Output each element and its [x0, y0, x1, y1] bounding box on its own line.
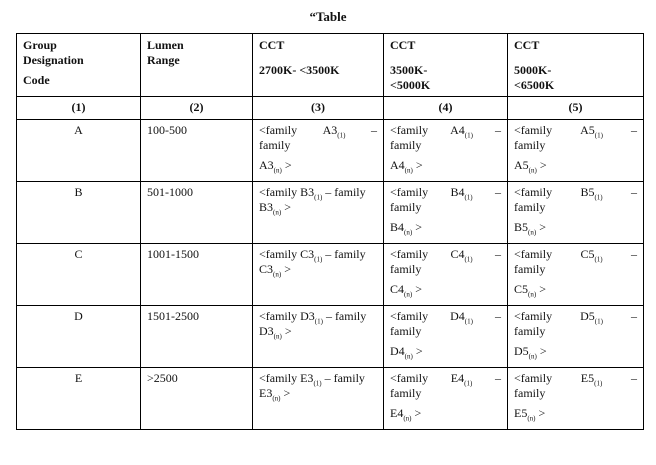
family-id: A4 — [450, 123, 465, 137]
family-dash: – — [495, 247, 501, 261]
family-first-id — [323, 123, 346, 138]
family-start-line — [259, 123, 377, 138]
family-open: <family — [259, 247, 298, 261]
family-dash: – — [322, 185, 332, 199]
lumen-cct-table — [16, 33, 644, 430]
family-word: family — [333, 371, 365, 385]
family-id: B5 — [580, 185, 595, 199]
family-close: > — [281, 262, 291, 276]
family-id: C3 — [300, 247, 315, 261]
family-sub-last: (n) — [404, 166, 413, 175]
family-id: C4 — [450, 247, 465, 261]
family-range-cell — [384, 182, 508, 244]
header-lumen-range: Lumen Range — [141, 34, 253, 97]
family-open: <family — [514, 185, 553, 199]
family-sub-first: (1) — [594, 131, 603, 140]
family-sub-first: (1) — [337, 131, 346, 140]
family-sub-first: (1) — [594, 193, 603, 202]
family-end-line — [390, 220, 501, 235]
family-start-line — [514, 185, 637, 200]
family-dash: – — [630, 371, 637, 385]
family-first-id — [450, 247, 472, 262]
family-id: C3 — [259, 262, 274, 276]
family-sub-last: (n) — [273, 208, 282, 217]
family-word: family — [514, 138, 546, 152]
family-sub-first: (1) — [594, 255, 603, 264]
column-number-row — [17, 97, 644, 120]
family-sub-first: (1) — [464, 317, 473, 326]
family-id: B5 — [514, 220, 529, 234]
header-group-designation-code: Group Designation Code — [17, 34, 141, 97]
family-open: <family — [390, 371, 429, 385]
family-end-line — [390, 406, 501, 421]
family-id: E5 — [514, 406, 528, 420]
family-close: > — [536, 344, 547, 358]
family-start-line — [390, 371, 501, 386]
family-open: <family — [390, 309, 429, 323]
family-start-line — [390, 123, 501, 138]
family-start-line — [259, 247, 377, 262]
family-sub-first: (1) — [314, 193, 323, 202]
family-start-line — [259, 371, 377, 386]
family-close: > — [281, 200, 291, 214]
family-end-line — [259, 262, 377, 277]
lumen-range-cell: 1001-1500 — [141, 244, 253, 306]
group-code-cell: D — [17, 306, 141, 368]
family-word: family — [390, 138, 422, 152]
family-open: <family — [390, 247, 429, 261]
family-open: <family — [514, 309, 553, 323]
family-end-line — [514, 344, 637, 359]
family-sub-last: (n) — [273, 332, 282, 341]
group-code-cell: A — [17, 120, 141, 182]
family-end-line — [514, 282, 637, 297]
group-code-cell: C — [17, 244, 141, 306]
group-code-cell: E — [17, 368, 141, 430]
family-sub-last: (n) — [528, 352, 537, 361]
family-end-line — [390, 344, 501, 359]
family-end-line — [259, 200, 377, 215]
family-id: E3 — [300, 371, 314, 385]
family-sub-last: (n) — [528, 290, 537, 299]
family-first-id — [581, 371, 603, 386]
family-dash: – — [321, 371, 331, 385]
family-dash: – — [371, 123, 377, 137]
family-first-id — [580, 309, 603, 324]
family-close: > — [412, 220, 422, 234]
col-number-3: (3) — [253, 97, 384, 120]
family-close: > — [412, 282, 422, 296]
family-start-line — [390, 247, 501, 262]
family-range-cell — [253, 306, 384, 368]
family-id: B4 — [390, 220, 405, 234]
family-start-line — [514, 309, 637, 324]
col-number-5: (5) — [508, 97, 644, 120]
family-word: family — [334, 247, 366, 261]
col-number-2: (2) — [141, 97, 253, 120]
family-range-cell — [508, 182, 644, 244]
family-sub-first: (1) — [594, 317, 603, 326]
family-id: D5 — [514, 344, 529, 358]
lumen-range-cell: 100-500 — [141, 120, 253, 182]
family-first-id — [580, 185, 602, 200]
family-id: E4 — [450, 371, 465, 385]
family-end-line — [514, 220, 637, 235]
family-id: A5 — [514, 158, 529, 172]
family-word: family — [514, 324, 546, 338]
family-sub-first: (1) — [464, 193, 473, 202]
family-range-cell — [253, 368, 384, 430]
family-id: D3 — [259, 324, 274, 338]
family-id: E3 — [259, 386, 273, 400]
family-open: <family — [259, 371, 298, 385]
family-close: > — [412, 344, 423, 358]
family-dash: – — [495, 309, 501, 323]
family-end-line — [259, 158, 377, 173]
family-sub-last: (n) — [527, 414, 536, 423]
family-word: family — [514, 386, 546, 400]
table-row — [17, 120, 644, 182]
header-cct-3500: CCT 3500K- <5000K — [384, 34, 508, 97]
family-word: family — [390, 386, 422, 400]
family-first-id — [580, 247, 602, 262]
family-range-cell — [384, 120, 508, 182]
family-dash: – — [322, 309, 332, 323]
family-id: A5 — [580, 123, 595, 137]
family-range-cell — [384, 368, 508, 430]
table-row — [17, 306, 644, 368]
family-range-cell — [508, 368, 644, 430]
family-id: A4 — [390, 158, 405, 172]
family-id: C5 — [514, 282, 529, 296]
family-sub-last: (n) — [403, 414, 412, 423]
family-close: > — [281, 158, 292, 172]
family-close: > — [536, 220, 546, 234]
family-sub-last: (n) — [273, 166, 282, 175]
family-first-id — [580, 123, 603, 138]
family-word: family — [259, 138, 291, 152]
family-word: family — [390, 200, 422, 214]
family-dash: – — [631, 309, 637, 323]
family-sub-first: (1) — [464, 131, 473, 140]
family-start-line — [259, 309, 377, 324]
family-word: family — [390, 262, 422, 276]
family-dash: – — [631, 185, 637, 199]
col-number-1: (1) — [17, 97, 141, 120]
family-close: > — [536, 158, 547, 172]
family-id: C5 — [580, 247, 595, 261]
family-range-cell — [253, 182, 384, 244]
family-end-line — [514, 158, 637, 173]
family-end-line — [390, 282, 501, 297]
family-sub-last: (n) — [273, 270, 282, 279]
table-row — [17, 244, 644, 306]
family-word: family — [390, 324, 422, 338]
family-first-id — [450, 309, 473, 324]
family-sub-first: (1) — [464, 255, 473, 264]
family-start-line — [390, 309, 501, 324]
family-word: family — [334, 309, 367, 323]
table-title: “Table — [309, 9, 347, 24]
header-row — [17, 34, 644, 97]
family-first-id — [450, 185, 472, 200]
family-id: D4 — [450, 309, 465, 323]
family-close: > — [535, 406, 546, 420]
family-range-cell — [508, 244, 644, 306]
family-close: > — [411, 406, 422, 420]
family-close: > — [280, 386, 291, 400]
family-word: family — [334, 185, 366, 199]
family-sub-last: (n) — [528, 166, 537, 175]
lumen-range-cell: 1501-2500 — [141, 306, 253, 368]
family-open: <family — [259, 185, 298, 199]
family-end-line — [259, 324, 377, 339]
family-open: <family — [514, 371, 553, 385]
family-range-cell — [384, 244, 508, 306]
family-end-line — [514, 406, 637, 421]
family-id: E5 — [580, 371, 595, 385]
family-id: D4 — [390, 344, 405, 358]
family-id: B3 — [259, 200, 274, 214]
family-open: <family — [514, 247, 553, 261]
family-range-cell — [508, 306, 644, 368]
family-range-cell — [384, 306, 508, 368]
family-range-cell — [253, 120, 384, 182]
family-id: E4 — [390, 406, 404, 420]
family-dash: – — [495, 123, 501, 137]
family-start-line — [514, 371, 637, 386]
family-dash: – — [494, 371, 501, 385]
family-id: B4 — [450, 185, 465, 199]
family-open: <family — [259, 309, 298, 323]
family-open: <family — [514, 123, 553, 137]
family-sub-first: (1) — [314, 255, 323, 264]
family-dash: – — [631, 247, 637, 261]
family-sub-last: (n) — [272, 394, 281, 403]
family-id: D5 — [580, 309, 595, 323]
family-start-line — [259, 185, 377, 200]
family-end-line — [390, 158, 501, 173]
family-sub-first: (1) — [313, 379, 322, 388]
family-close: > — [412, 158, 423, 172]
group-code-cell: B — [17, 182, 141, 244]
family-open: <family — [390, 185, 429, 199]
family-sub-first: (1) — [594, 379, 603, 388]
lumen-range-cell: 501-1000 — [141, 182, 253, 244]
family-sub-first: (1) — [314, 317, 323, 326]
family-sub-last: (n) — [404, 290, 413, 299]
family-start-line — [514, 123, 637, 138]
family-id: D3 — [300, 309, 315, 323]
family-open: <family — [390, 123, 429, 137]
table-body — [17, 120, 644, 430]
family-close: > — [536, 282, 546, 296]
table-row — [17, 368, 644, 430]
family-end-line — [259, 386, 377, 401]
table-row — [17, 182, 644, 244]
lumen-range-cell: >2500 — [141, 368, 253, 430]
family-id: C4 — [390, 282, 405, 296]
family-open: <family — [259, 123, 298, 137]
family-start-line — [390, 185, 501, 200]
family-dash: – — [631, 123, 637, 137]
family-close: > — [281, 324, 292, 338]
family-range-cell — [508, 120, 644, 182]
family-id: A3 — [322, 123, 338, 137]
family-range-cell — [253, 244, 384, 306]
family-word: family — [514, 200, 546, 214]
family-dash: – — [322, 247, 332, 261]
family-word: family — [514, 262, 546, 276]
family-sub-last: (n) — [404, 228, 413, 237]
family-id: A3 — [259, 158, 274, 172]
family-sub-last: (n) — [404, 352, 413, 361]
family-start-line — [514, 247, 637, 262]
family-first-id — [451, 371, 473, 386]
family-first-id — [450, 123, 473, 138]
family-sub-first: (1) — [464, 379, 473, 388]
family-sub-last: (n) — [528, 228, 537, 237]
family-id: B3 — [300, 185, 315, 199]
header-cct-2700: CCT 2700K- <3500K — [253, 34, 384, 97]
family-dash: – — [495, 185, 501, 199]
col-number-4: (4) — [384, 97, 508, 120]
header-cct-5000: CCT 5000K- <6500K — [508, 34, 644, 97]
